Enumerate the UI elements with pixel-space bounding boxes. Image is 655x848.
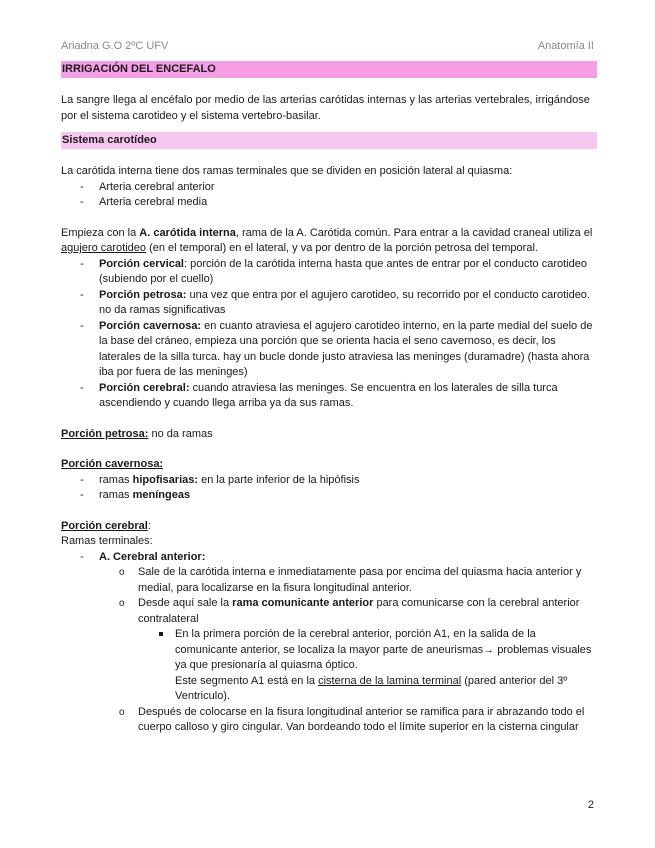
portion-text: en cuanto atraviesa el agujero carotideo interno, en la parte medial del suelo de la base del cráneo, empieza una porción que se orienta hacia el seno cavernoso, es decir, los laterales de la silla turca. hay un bucle donde justo atraviesa las meninges (duramadre) (hasta ahora iba por fuera de las meninges) [99, 319, 593, 378]
list-item [61, 257, 597, 288]
text: para comunicarse con la cerebral anterior contralateral [138, 597, 580, 625]
text: (pared anterior del 3º Ventriculo). [175, 674, 568, 702]
header-course: Anatomía II [537, 40, 594, 52]
bold-text: A. carótida interna [139, 226, 236, 239]
underlined-term: cisterna de la lamina terminal [318, 674, 462, 687]
text: ramas [99, 489, 133, 501]
text: Desde aquí sale la [138, 597, 233, 609]
portion-label: Porción cerebral: [99, 381, 190, 394]
underlined-term: agujero carotideo [61, 242, 147, 254]
text: En la primera porción de la cerebral anterior, porción A1, en la salida de la comunicante anterior, se localiza la mayor parte de aneurismas [175, 628, 536, 656]
list-item [61, 473, 597, 489]
terminal-branches-label: Ramas terminales: [61, 535, 153, 547]
list-item [61, 381, 597, 412]
list-item [61, 488, 597, 504]
cerebral-label: Porción cerebral [61, 519, 148, 532]
list-item: o Sale de la carótida interna e inmediatamente pasa por encima del quiasma hacia anterior y medial, para localizarse en la fisura longitudinal anterior. [61, 565, 597, 596]
intro-paragraph: La sangre llega al encéfalo por medio de las arterias carótidas internas y las arterias vertebrales, irrigándose por el sistema carotideo y el sistema vertebro-basilar. [61, 94, 590, 122]
portion-text: cuando atraviesa las meninges. Se encuentra en los laterales de silla turca ascendiendo y cuando llega arriba ya da sus ramas. [99, 381, 558, 409]
petrosa-label: Porción petrosa: [61, 427, 149, 440]
document-body [61, 61, 597, 736]
text: Este segmento A1 está en la [175, 674, 319, 687]
text: Empieza con la [61, 226, 140, 239]
portion-label: Porción petrosa: [99, 288, 187, 301]
cavernosa-label: Porción cavernosa: [61, 458, 164, 470]
list-item: - Arteria cerebral media [61, 195, 597, 211]
terminal-branches-list [61, 180, 597, 211]
cavernosa-list [61, 473, 597, 504]
cerebral-list [61, 550, 597, 566]
portion-text: : porción de la carótida interna hasta que antes de entrar por el conducto carotideo (subiendo por el cuello) [99, 257, 587, 285]
aca-sublist-continued [61, 705, 597, 736]
page-title: IRRIGACIÓN DEL ENCEFALO [61, 61, 597, 78]
list-item [61, 627, 597, 705]
list-item [61, 596, 597, 627]
text: : [147, 519, 151, 532]
list-item [61, 550, 597, 566]
list-item [61, 288, 597, 319]
arrow-icon: → [483, 643, 495, 656]
a1-sublist [61, 627, 597, 705]
page-number: 2 [587, 799, 594, 811]
bold-text: hipofisarias: [132, 473, 199, 486]
text: , rama de la A. Carótida común. Para entrar a la cavidad craneal utiliza el [235, 226, 593, 239]
header-author: Ariadna G.O 2ºC UFV [61, 40, 169, 52]
bold-text: meníngeas [132, 489, 191, 501]
carotid-paragraph [61, 226, 597, 257]
branches-intro: La carótida interna tiene dos ramas terminales que se dividen en posición lateral al quiasma: [61, 165, 513, 177]
list-item: o Después de colocarse en la fisura longitudinal anterior se ramifica para ir abrazando todo el cuerpo calloso y giro cingular. Van bordeando todo el límite superior en la cisterna cingular [61, 705, 597, 736]
petrosa-line [61, 427, 597, 443]
text: problemas visuales ya que presionaría al quiasma óptico. [175, 643, 592, 671]
portions-list [61, 257, 597, 412]
cavernosa-heading [61, 457, 597, 473]
cerebral-heading [61, 519, 597, 535]
portion-label: Porción cervical [99, 257, 184, 270]
aca-label: A. Cerebral anterior: [99, 550, 206, 563]
text: (en el temporal) en el lateral, y va por dentro de la porción petrosa del temporal. [146, 242, 538, 254]
list-item [61, 319, 597, 381]
portion-label: Porción cavernosa: [99, 319, 202, 332]
aca-sublist [61, 565, 597, 627]
portion-text: una vez que entra por el agujero carotideo, su recorrido por el conducto carotideo. no da ramas significativas [99, 288, 590, 316]
list-item: - Arteria cerebral anterior [61, 180, 597, 196]
section-heading-carotid: Sistema carotídeo [61, 132, 597, 149]
bold-text: rama comunicante anterior [232, 597, 374, 609]
text: ramas [99, 473, 133, 486]
petrosa-text: no da ramas [148, 427, 213, 440]
text: en la parte inferior de la hipófisis [198, 473, 360, 486]
